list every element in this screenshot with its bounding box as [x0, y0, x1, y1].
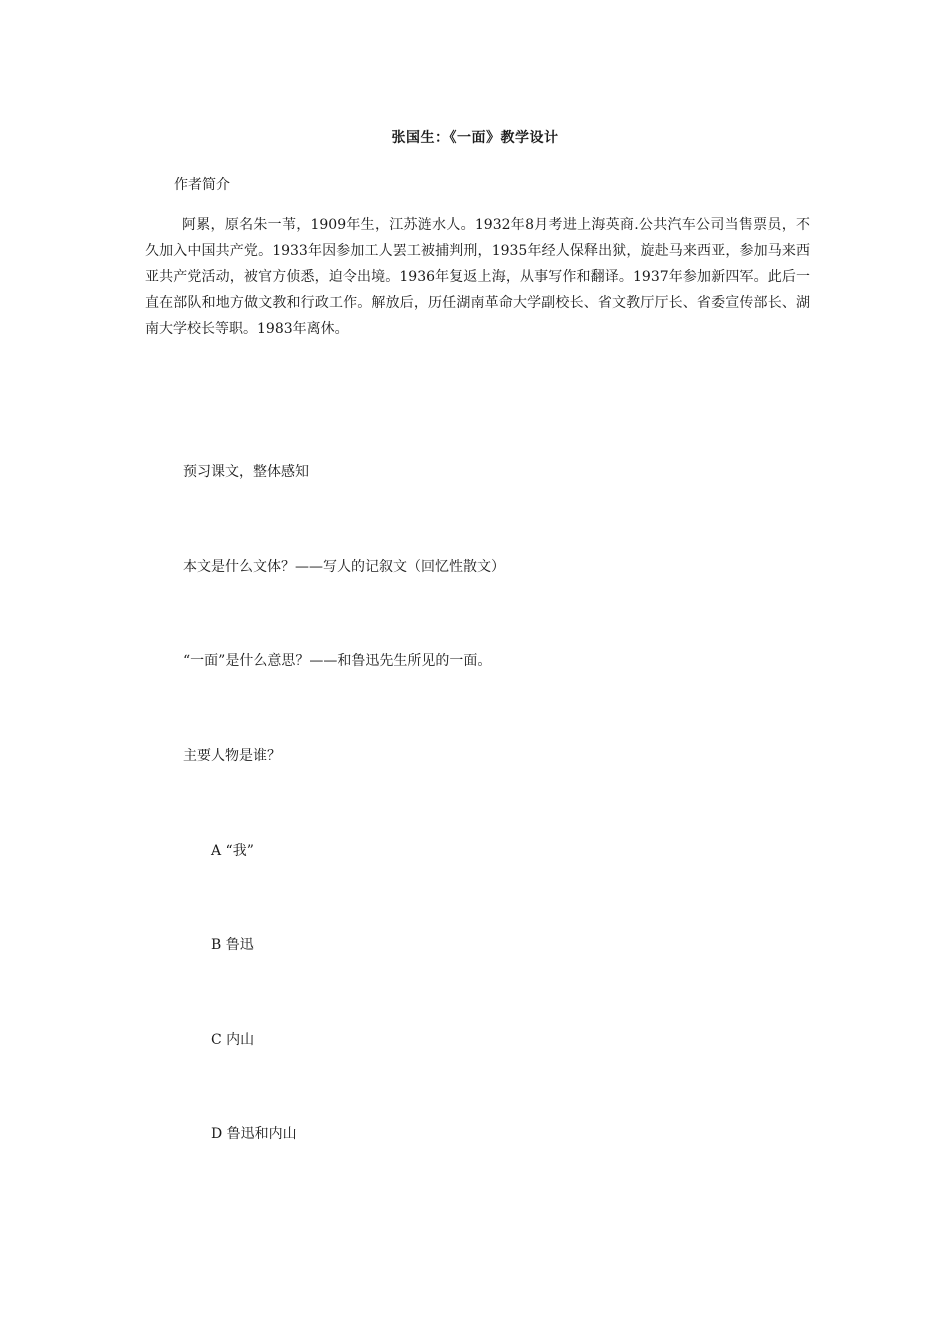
question-meaning: “一面”是什么意思？——和鲁迅先生所见的一面。 [183, 653, 492, 669]
question-main-character: 主要人物是谁？ [183, 748, 281, 764]
section-heading-author-intro: 作者简介 [174, 177, 230, 193]
option-b: B 鲁迅 [211, 937, 254, 953]
author-bio-paragraph: 阿累，原名朱一苇，1909年生，江苏涟水人。1932年8月考进上海英商.公共汽车公司当售票员，不久加入中国共产党。1933年因参加工人罢工被捕判刑，1935年经人保释出狱，旋赴马来西亚，参加马来西亚共产党活动，被官方侦悉，迫令出境。1936年复返上海，从事写作和翻译。1937年参加新四军。此后一直在部队和地方做文教和行政工作。解放后，历任湖南革命大学副校长、省文教厅厅长、省委宣传部长、湖南大学校长等职。1983年离休。 [145, 217, 810, 337]
option-a: A “我” [211, 843, 254, 859]
document-title: 张国生：《一面》教学设计 [391, 130, 559, 146]
question-genre: 本文是什么文体？——写人的记叙文（回忆性散文） [183, 559, 505, 575]
preview-heading: 预习课文，整体感知 [183, 464, 309, 480]
option-c: C 内山 [211, 1032, 255, 1048]
option-d: D 鲁迅和内山 [211, 1126, 297, 1142]
